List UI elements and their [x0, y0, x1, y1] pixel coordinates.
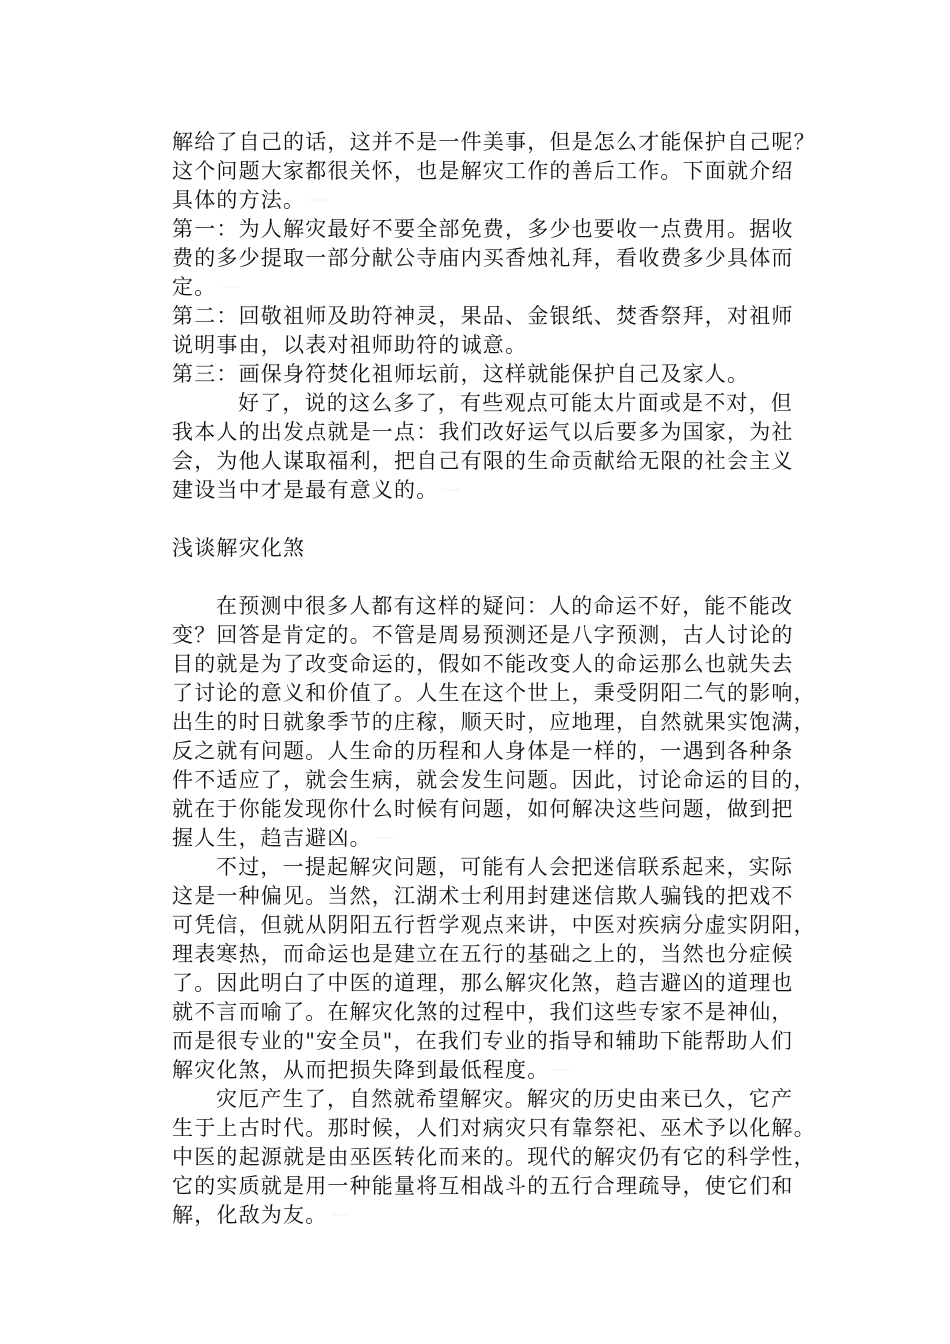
text-line: 在预测中很多人都有这样的疑问：人的命运不好，能不能改 [216, 594, 794, 618]
method-first-line: 定。 [172, 275, 217, 299]
text-line: 反之就有问题。人生命的历程和人身体是一样的，一遇到各种条 [172, 739, 794, 763]
text-line: 理表寒热，而命运也是建立在五行的基础之上的，当然也分症候 [172, 942, 794, 966]
text-line: 就在于你能发现你什么时候有问题，如何解决这些问题，做到把 [172, 797, 794, 821]
text-line: 这个问题大家都很关怀，也是解灾工作的善后工作。下面就介绍 [172, 159, 794, 183]
text-line: 会，为他人谋取福利，把自己有限的生命贡献给无限的社会主义 [172, 449, 794, 473]
text-line: 具体的方法。 [172, 188, 306, 212]
watermark-mark: ······· [309, 196, 328, 205]
text-line: 了讨论的意义和价值了。人生在这个世上，秉受阴阳二气的影响， [172, 681, 816, 705]
intro-paragraph [172, 128, 816, 215]
text-line: 好了，说的这么多了，有些观点可能太片面或是不对，但 [238, 391, 793, 415]
watermark-mark: ······· [375, 834, 394, 843]
text-line: 件不适应了，就会生病，就会发生问题。因此，讨论命运的目的， [172, 768, 816, 792]
method-second-line: 第二：回敬祖师及助符神灵，果品、金银纸、焚香祭拜，对祖师 [172, 304, 794, 328]
text-line: 不过，一提起解灾问题，可能有人会把迷信联系起来，实际 [216, 855, 794, 879]
text-line: 它的实质就是用一种能量将互相战斗的五行合理疏导，使它们和 [172, 1174, 794, 1198]
method-second-line: 说明事由，以表对祖师助符的诚意。 [172, 333, 528, 357]
text-line: 变？回答是肯定的。不管是周易预测还是八字预测，古人讨论的 [172, 623, 794, 647]
text-line: 中医的起源就是由巫医转化而来的。现代的解灾仍有它的科学性， [172, 1145, 816, 1169]
text-line: 生于上古时代。那时候，人们对病灾只有靠祭祀、巫术予以化解。 [172, 1116, 816, 1140]
text-line: 解，化敌为友。 [172, 1203, 328, 1227]
paragraph-2 [172, 853, 816, 1085]
text-line: 就不言而喻了。在解灾化煞的过程中，我们这些专家不是神仙， [172, 1000, 794, 1024]
watermark-mark: ······· [442, 486, 461, 495]
section-title: 浅谈解灾化煞 [172, 536, 306, 560]
text-line: 了。因此明白了中医的道理，那么解灾化煞，趋吉避凶的道理也 [172, 971, 794, 995]
text-line: 解给了自己的话，这并不是一件美事，但是怎么才能保护自己呢？ [172, 130, 816, 154]
method-third-line: 第三：画保身符焚化祖师坛前，这样就能保护自己及家人。 [172, 362, 750, 386]
text-line: 握人生，趋吉避凶。 [172, 826, 372, 850]
text-line: 建设当中才是最有意义的。 [172, 478, 439, 502]
method-first-line: 第一：为人解灾最好不要全部免费，多少也要收一点费用。据收 [172, 217, 794, 241]
method-list [172, 215, 812, 389]
text-line: 我本人的出发点就是一点：我们改好运气以后要多为国家，为社 [172, 420, 794, 444]
watermark-mark: ······· [331, 1211, 350, 1220]
watermark-mark: ······· [553, 1066, 572, 1075]
text-line: 出生的时日就象季节的庄稼，顺天时，应地理，自然就果实饱满， [172, 710, 816, 734]
closing-paragraph [172, 389, 812, 505]
paragraph-1 [172, 592, 816, 853]
paragraph-3 [172, 1085, 816, 1230]
watermark-mark: ······· [220, 283, 239, 292]
text-line: 解灾化煞，从而把损失降到最低程度。 [172, 1058, 550, 1082]
text-line: 可凭信，但就从阴阳五行哲学观点来讲，中医对疾病分虚实阴阳， [172, 913, 816, 937]
text-line: 灾厄产生了，自然就希望解灾。解灾的历史由来已久，它产 [216, 1087, 794, 1111]
text-line: 这是一种偏见。当然，江湖术士利用封建迷信欺人骗钱的把戏不 [172, 884, 794, 908]
text-line: 目的就是为了改变命运的，假如不能改变人的命运那么也就失去 [172, 652, 794, 676]
method-first-line: 费的多少提取一部分献公寺庙内买香烛礼拜，看收费多少具体而 [172, 246, 794, 270]
text-line: 而是很专业的"安全员"，在我们专业的指导和辅助下能帮助人们 [172, 1029, 794, 1053]
